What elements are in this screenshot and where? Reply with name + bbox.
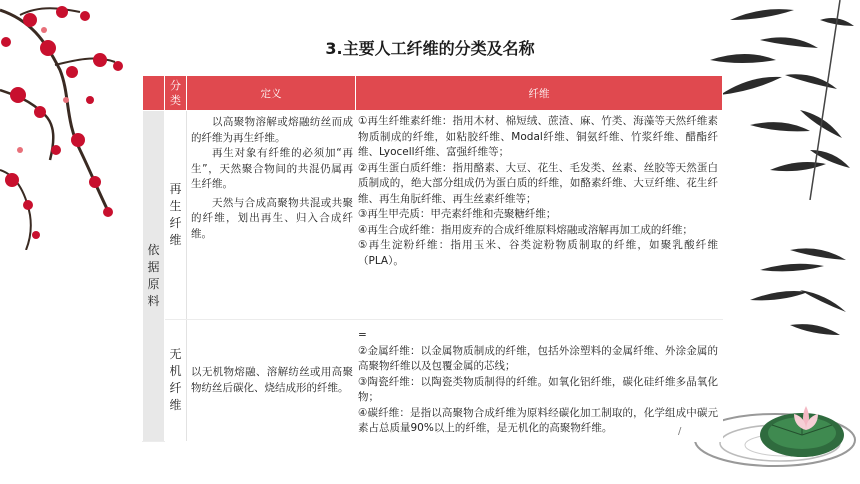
table-row — [143, 111, 723, 320]
definition-cell — [187, 320, 356, 442]
definition-text: 再生对象有纤维的必须加“再生”，天然聚合物间的共混仍属再生纤维。 — [191, 147, 353, 190]
header-blank — [143, 76, 165, 111]
fiber-text: = — [358, 329, 367, 341]
slide-title: 3.主要人工纤维的分类及名称 — [325, 39, 535, 58]
bamboo-leaves-lower — [700, 240, 860, 370]
fiber-classification-table — [142, 75, 722, 434]
fiber-cell — [356, 320, 723, 442]
subcategory-cell: 再生纤维 — [165, 111, 187, 320]
fiber-cell — [356, 111, 723, 320]
fiber-text: ②金属纤维：以金属物质制成的纤维，包括外涂塑料的金属纤维、外涂金属的高聚物纤维以及包覆金属的芯线； — [358, 344, 718, 372]
table-header-row — [143, 76, 723, 111]
subcategory-cell: 无机纤维 — [165, 320, 187, 442]
header-category: 分类 — [165, 76, 187, 111]
definition-text: 以高聚物溶解或熔融纺丝而成的纤维为再生纤维。 — [191, 116, 353, 144]
definition-cell — [187, 111, 356, 320]
fiber-text: ④再生合成纤维：指用废弃的合成纤维原料熔融或溶解再加工成的纤维； — [358, 223, 693, 236]
definition-text: 以无机物熔融、溶解纺丝或用高聚物纺丝后碳化、烧结成形的纤维。 — [191, 366, 353, 394]
fiber-text: ①再生纤维素纤维：指用木材、棉短绒、蔗渣、麻、竹类、海藻等天然纤维素物质制成的纤维，如粘胶纤维、Modal纤维、铜氨纤维、竹浆纤维、醋酯纤维、Lyocell纤维、富强纤维等； — [358, 115, 718, 158]
fiber-text: ③陶瓷纤维：以陶瓷类物质制得的纤维。如氧化铝纤维，碳化硅纤维多晶氧化物； — [358, 375, 718, 403]
fiber-text: ④碳纤维：是指以高聚物合成纤维为原料经碳化加工制取的，化学组成中碳元素占总质量90%以上的纤维，是无机化的高聚物纤维。 — [358, 406, 718, 434]
fiber-text: ②再生蛋白质纤维：指用酪素、大豆、花生、毛发类、丝素、丝胶等天然蛋白质制成的，绝大部分组成仍为蛋白质的纤维，如酪素纤维、大豆纤维、花生纤维、再生角朊纤维、再生丝素纤维等； — [358, 161, 718, 205]
fiber-text: ③再生甲壳质：甲壳素纤维和壳聚糖纤维； — [358, 208, 557, 220]
category-cell: 依据原料 — [143, 111, 165, 442]
table-row — [143, 320, 723, 442]
definition-text: 天然与合成高聚物共混或共聚的纤维，划出再生、归入合成纤维。 — [191, 196, 353, 240]
fiber-text: ⑤再生淀粉纤维：指用玉米、谷类淀粉物质制取的纤维，如聚乳酸纤维（PLA）。 — [358, 239, 718, 267]
header-definition: 定义 — [187, 76, 356, 111]
page-marker: / — [678, 426, 682, 437]
header-fiber: 纤维 — [356, 76, 723, 111]
lotus-flower — [786, 400, 826, 440]
